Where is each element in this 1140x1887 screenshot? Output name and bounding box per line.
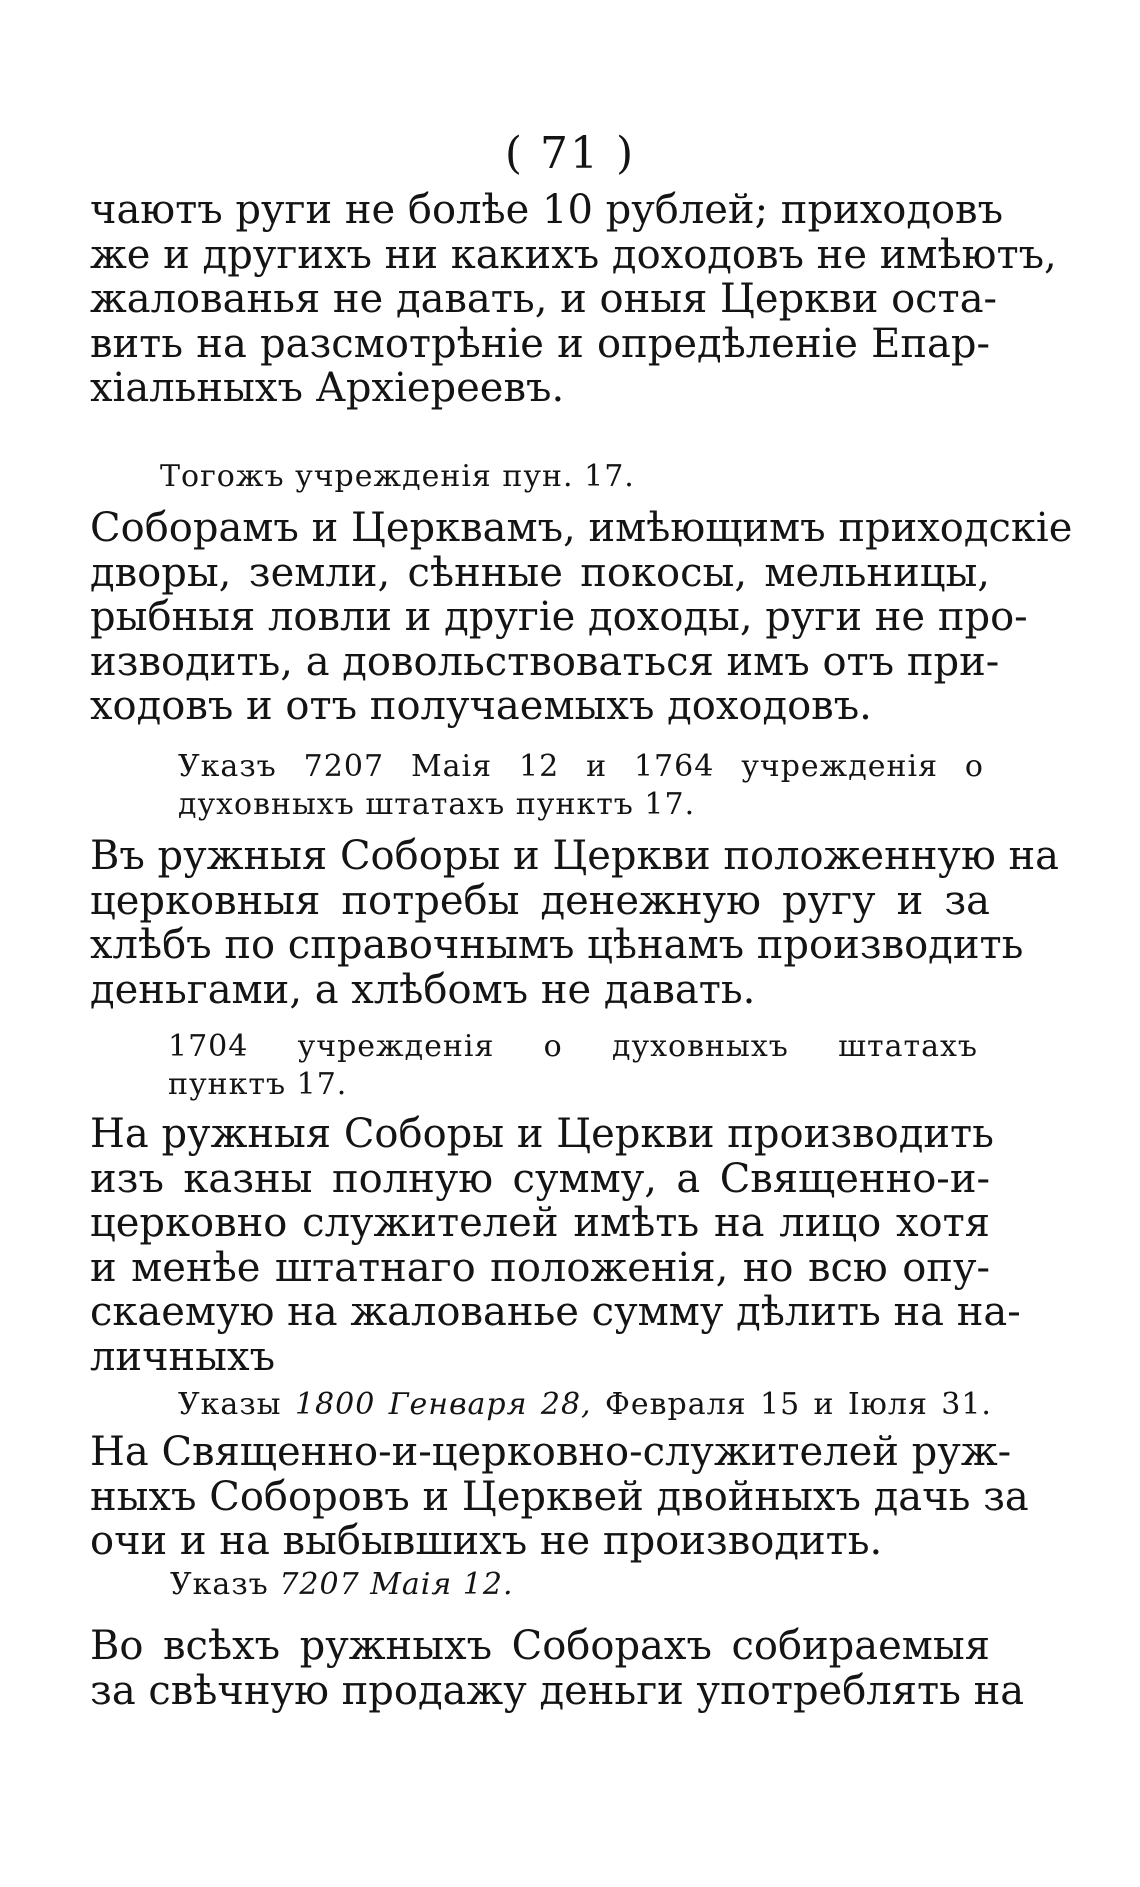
paragraph-line: и менѣе штатнаго положенія, но всю опу-	[90, 1244, 990, 1291]
paragraph-line: дворы, земли, сѣнные покосы, мельницы,	[90, 549, 990, 596]
paragraph-3	[90, 833, 1059, 1013]
paragraph-line: очи и на выбывшихъ не производить.	[90, 1518, 883, 1564]
paragraph-4	[90, 1111, 1021, 1380]
paragraph-line: за свѣчную продажу деньги употреблять на	[90, 1667, 1025, 1714]
paragraph-line: Во всѣхъ ружныхъ Соборахъ собираемыя	[90, 1623, 990, 1669]
paragraph-2	[90, 505, 1073, 729]
paragraph-1	[90, 187, 1057, 411]
reference-line: Указъ 7207 Маія 12 и 1764 учрежденія о	[178, 749, 984, 784]
paragraph-line: ходовъ и отъ получаемыхъ доходовъ.	[90, 683, 872, 729]
paragraph-line: На Священно-и-церковно-служителей руж-	[90, 1429, 1012, 1475]
reference-dates: 1800 Генваря 28,	[294, 1387, 592, 1422]
paragraph-line: церковныя потребы денежную ругу и за	[90, 877, 990, 924]
paragraph-line: рыбныя ловли и другіе доходы, руги не про-	[90, 594, 1028, 640]
paragraph-line: личныхъ	[90, 1333, 276, 1380]
reference-line: 1704 учрежденія о духовныхъ штатахъ	[168, 1029, 978, 1064]
reference-1	[160, 458, 960, 496]
page-number: ( 71 )	[504, 128, 636, 179]
paragraph-line: ныхъ Соборовъ и Церквей двойныхъ дачь за	[90, 1473, 1029, 1520]
paragraph-6	[90, 1623, 1025, 1714]
reference-suffix: Февраля 15 и Іюля 31.	[604, 1387, 992, 1422]
paragraph-line: изъ казны полную сумму, а Священно-и-	[90, 1155, 990, 1202]
reference-5	[170, 1566, 870, 1604]
reference-4	[178, 1386, 992, 1424]
reference-line	[170, 1566, 870, 1604]
paragraph-5	[90, 1429, 1029, 1564]
paragraph-line: чаютъ руги не болѣе 10 рублей; приходовъ	[90, 187, 1004, 233]
reference-line: духовныхъ штатахъ пунктъ 17.	[178, 787, 696, 822]
paragraph-line: Въ ружныя Соборы и Церкви положенную на	[90, 833, 1059, 879]
paragraph-line: Соборамъ и Церквамъ, имѣющимъ приходскіе	[90, 505, 1073, 551]
reference-prefix: Указы	[178, 1387, 282, 1422]
reference-prefix: Указъ	[170, 1567, 269, 1602]
reference-line: пунктъ 17.	[168, 1067, 348, 1102]
paragraph-line: хлѣбъ по справочнымъ цѣнамъ производить	[90, 922, 1024, 968]
reference-line: Тогожъ учрежденія пун. 17.	[160, 459, 635, 494]
reference-2	[178, 748, 984, 824]
paragraph-line: хіальныхъ Архіереевъ.	[90, 365, 565, 411]
paragraph-line: деньгами, а хлѣбомъ не давать.	[90, 966, 756, 1013]
paragraph-line: жалованья не давать, и оныя Церкви оста-	[90, 276, 998, 322]
paragraph-line: церковно служителей имѣть на лицо хотя	[90, 1200, 990, 1246]
paragraph-line: скаемую на жалованье сумму дѣлить на на-	[90, 1289, 1021, 1335]
paragraph-line: На ружныя Соборы и Церкви производить	[90, 1111, 994, 1157]
reference-dates: 7207 Маія 12.	[279, 1567, 514, 1602]
paragraph-line: же и другихъ ни какихъ доходовъ не имѣютъ,	[90, 231, 1057, 278]
paragraph-line: вить на разсмотрѣніе и опредѣленіе Епар-	[90, 320, 990, 367]
paragraph-line: изводить, а довольствоваться имъ отъ при-	[90, 638, 1000, 685]
reference-line	[178, 1386, 992, 1424]
reference-3	[168, 1028, 978, 1104]
